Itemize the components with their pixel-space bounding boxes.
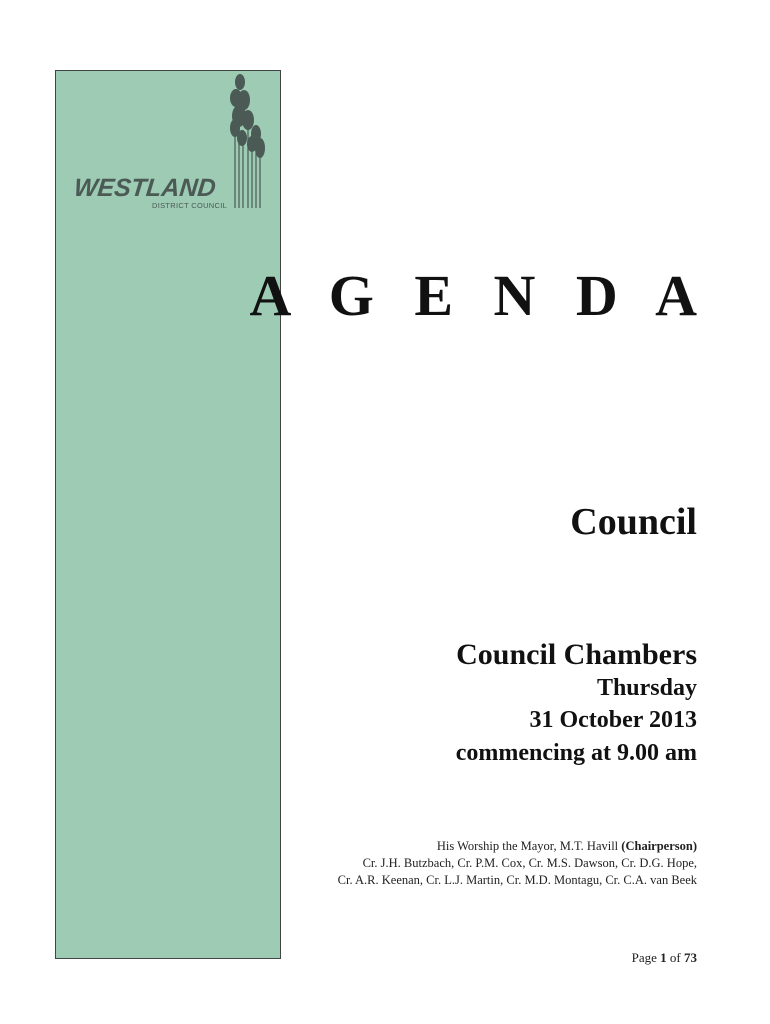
members-line-3: Cr. A.R. Keenan, Cr. L.J. Martin, Cr. M.D. Montagu, Cr. C.A. van Beek bbox=[337, 873, 697, 887]
meeting-time: commencing at 9.00 am bbox=[455, 740, 697, 766]
page-title: A G E N D A bbox=[249, 263, 710, 328]
chair-line bbox=[338, 838, 697, 855]
page-current: 1 bbox=[660, 950, 667, 965]
members-line-2: Cr. J.H. Butzbach, Cr. P.M. Cox, Cr. M.S. Dawson, Cr. D.G. Hope, bbox=[362, 856, 697, 870]
page-prefix: Page bbox=[631, 950, 661, 965]
westland-logo bbox=[72, 70, 272, 215]
chair-role: (Chairperson) bbox=[621, 839, 697, 853]
meeting-day: Thursday bbox=[596, 675, 697, 701]
logo-wordmark: WESTLAND bbox=[72, 174, 218, 202]
meeting-date: 31 October 2013 bbox=[529, 707, 697, 733]
members-list bbox=[338, 838, 697, 889]
meeting-venue: Council Chambers bbox=[456, 638, 697, 671]
page-middle: of bbox=[666, 950, 684, 965]
meeting-type: Council bbox=[570, 501, 697, 543]
page-number bbox=[632, 950, 697, 966]
logo-subtitle: DISTRICT COUNCIL bbox=[152, 201, 228, 210]
tree-icon bbox=[226, 70, 272, 210]
chair-name: His Worship the Mayor, M.T. Havill bbox=[436, 839, 622, 853]
page-total: 73 bbox=[684, 950, 697, 965]
